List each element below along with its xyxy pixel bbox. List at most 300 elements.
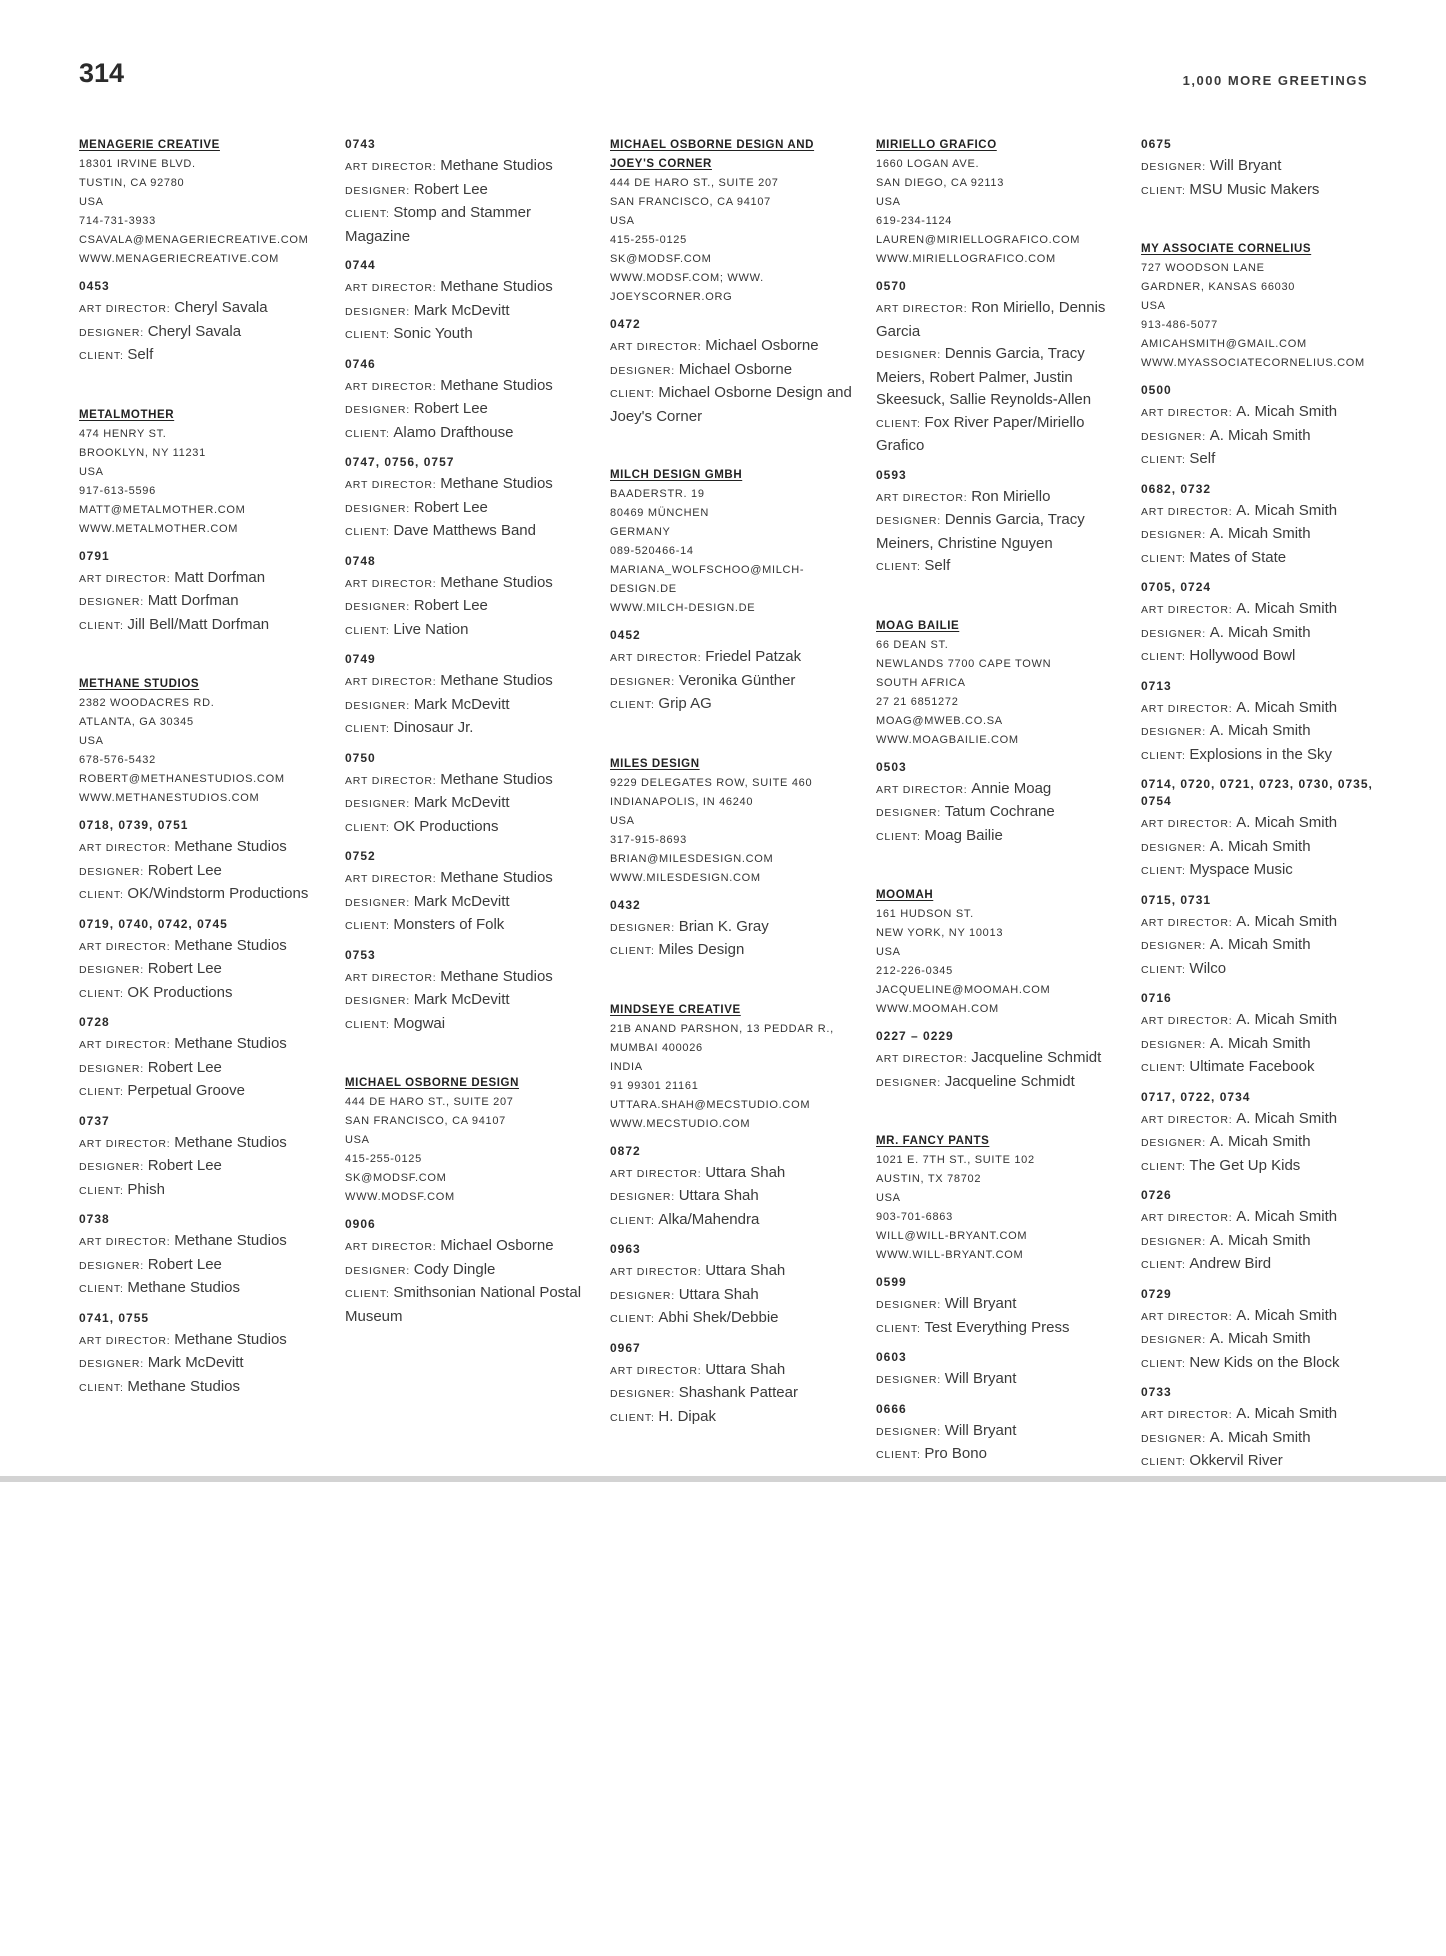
credit-line <box>1141 836 1391 860</box>
address-line: SAN FRANCISCO, CA 94107 <box>345 1115 506 1127</box>
credit-name: A. Micah Smith <box>1209 837 1311 855</box>
credit-name: A. Micah Smith <box>1209 936 1311 953</box>
address-line: USA <box>345 1134 370 1146</box>
project-entry <box>79 1014 329 1104</box>
project-entry <box>79 278 329 368</box>
project-code: 0432 <box>610 897 641 912</box>
credit-line <box>1141 179 1391 203</box>
address-line: NEW YORK, NY 10013 <box>876 927 1004 939</box>
credit-line <box>79 1057 329 1081</box>
credit-name: Mark McDevitt <box>413 892 510 910</box>
credit-line <box>345 595 595 619</box>
address-line: WWW.METALMOTHER.COM <box>79 522 239 535</box>
credit-role: CLIENT : <box>1141 1062 1189 1074</box>
project-code: 0744 <box>345 258 376 272</box>
credit-name: A. Micah Smith <box>1209 1428 1311 1446</box>
credit-line <box>876 1071 1126 1095</box>
address-line: USA <box>79 735 104 747</box>
address-line: GERMANY <box>610 526 671 538</box>
credit-role: DESIGNER : <box>1141 1039 1210 1051</box>
company-name: METALMOTHER <box>79 408 175 421</box>
credit-role: DESIGNER : <box>1141 529 1210 541</box>
address-line: WWW.MIRIELLOGRAFICO.COM <box>876 253 1056 265</box>
credit-role: DESIGNER : <box>345 185 414 197</box>
credit-line <box>1141 911 1391 935</box>
credit-line <box>1141 425 1391 449</box>
address-line: AMICAHSMITH@GMAIL.COM <box>1141 338 1307 350</box>
credit-name: Methane Studios <box>440 157 553 174</box>
credit-role: DESIGNER : <box>345 897 414 909</box>
credit-name: Jacqueline Schmidt <box>971 1049 1102 1066</box>
project-entry <box>345 454 595 544</box>
company-name: MOOMAH <box>876 889 934 901</box>
credit-name: Robert Lee <box>147 861 222 879</box>
project-code: 0675 <box>1141 137 1172 151</box>
credit-name: Andrew Bird <box>1189 1255 1272 1272</box>
credit-name: Self <box>1189 450 1216 467</box>
credit-name: Self <box>127 346 154 363</box>
credit-role: DESIGNER : <box>1141 1137 1210 1149</box>
credit-role: CLIENT : <box>610 699 658 711</box>
credit-name: Cheryl Savala <box>147 322 242 340</box>
credit-role: ART DIRECTOR : <box>610 1365 705 1377</box>
credit-line <box>79 1132 329 1156</box>
project-code: 0593 <box>876 467 907 482</box>
credit-name: Friedel Patzak <box>705 648 802 665</box>
credit-name: Uttara Shah <box>705 1262 786 1279</box>
credit-name: Methane Studios <box>127 1279 240 1296</box>
address-line: UTTARA.SHAH@MECSTUDIO.COM <box>610 1098 811 1111</box>
credit-name: Methane Studios <box>174 1133 287 1151</box>
credit-name: Ron Miriello <box>971 487 1051 505</box>
credit-role: CLIENT : <box>345 1019 393 1031</box>
address-line: SK@MODSF.COM <box>610 253 712 265</box>
project-code: 0666 <box>876 1401 907 1416</box>
credit-name: A. Micah Smith <box>1209 722 1311 739</box>
credit-line <box>1141 1328 1391 1352</box>
credit-name: Robert Lee <box>413 180 488 198</box>
credit-line <box>345 179 595 203</box>
company-name: METHANE STUDIOS <box>79 678 200 690</box>
company-name: MICHAEL OSBORNE DESIGN AND JOEY'S CORNER <box>610 139 815 170</box>
credit-role: DESIGNER : <box>1141 1433 1210 1445</box>
credit-role: CLIENT : <box>345 723 393 735</box>
company-name: MR. FANCY PANTS <box>876 1135 990 1147</box>
address-line: 678-576-5432 <box>79 754 156 766</box>
credit-name: A. Micah Smith <box>1209 426 1311 444</box>
address-line: 444 DE HARO ST., SUITE 207 <box>345 1096 514 1108</box>
credit-name: A. Micah Smith <box>1209 1034 1311 1052</box>
address-line: WWW.MILCH-DESIGN.DE <box>610 602 756 614</box>
project-code: 0715, 0731 <box>1141 892 1212 907</box>
credit-name: Robert Lee <box>413 498 488 516</box>
credit-role: CLIENT : <box>79 1185 127 1197</box>
credit-role: DESIGNER : <box>79 1358 148 1370</box>
project-entry <box>345 750 595 840</box>
credit-line <box>1141 500 1391 524</box>
credit-role: ART DIRECTOR : <box>610 1168 705 1180</box>
address-line: 27 21 6851272 <box>876 695 959 708</box>
address-line: USA <box>610 215 635 227</box>
credit-line <box>1141 155 1391 179</box>
credit-role: CLIENT : <box>1141 651 1189 663</box>
credit-role: DESIGNER : <box>610 1290 679 1302</box>
credit-role: ART DIRECTOR : <box>345 676 440 688</box>
project-code: 0717, 0722, 0734 <box>1141 1089 1251 1104</box>
project-code: 0705, 0724 <box>1141 580 1212 594</box>
company-name: MICHAEL OSBORNE DESIGN <box>345 1077 520 1089</box>
credit-line <box>79 344 329 368</box>
credit-role: ART DIRECTOR : <box>1141 703 1236 715</box>
credit-name: Dave Matthews Band <box>393 522 536 539</box>
project-code: 0748 <box>345 553 376 568</box>
credit-line <box>79 1179 329 1203</box>
credit-line <box>345 300 595 324</box>
credit-name: Mark McDevitt <box>413 991 510 1008</box>
address-line: JACQUELINE@MOOMAH.COM <box>876 984 1051 996</box>
credit-name: Uttara Shah <box>705 1163 786 1181</box>
project-entry <box>345 257 595 347</box>
credit-line <box>876 297 1126 343</box>
page-number: 314 <box>79 58 125 88</box>
project-code: 0963 <box>610 1242 641 1256</box>
credit-role: ART DIRECTOR : <box>79 1335 174 1347</box>
credit-name: Ultimate Facebook <box>1189 1058 1315 1075</box>
credit-line <box>79 836 329 860</box>
project-code: 0752 <box>345 849 376 863</box>
company-entry <box>345 1074 595 1207</box>
credit-line <box>876 1420 1126 1444</box>
project-entry <box>876 1028 1126 1094</box>
credit-line <box>610 1307 860 1331</box>
credit-line <box>79 1230 329 1254</box>
credit-name: A. Micah Smith <box>1209 1330 1311 1347</box>
company-name: MIRIELLO GRAFICO <box>876 139 997 151</box>
credit-role: CLIENT : <box>345 625 393 637</box>
credit-line <box>1141 523 1391 547</box>
credit-line <box>345 1235 595 1259</box>
credit-role: DESIGNER : <box>610 922 679 934</box>
credit-line <box>610 646 860 670</box>
credit-name: Mark McDevitt <box>147 1354 244 1371</box>
running-head: 1,000 MORE GREETINGS <box>1182 73 1368 88</box>
address-line: TUSTIN, CA 92780 <box>79 177 185 189</box>
credit-role: CLIENT : <box>610 1313 658 1325</box>
credit-role: ART DIRECTOR : <box>876 1053 971 1065</box>
credit-role: DESIGNER : <box>610 365 679 377</box>
credit-line <box>1141 697 1391 721</box>
address-line: MUMBAI 400026 <box>610 1041 703 1054</box>
credit-line <box>345 914 595 938</box>
credit-name: A. Micah Smith <box>1236 501 1338 519</box>
address-line: 1660 LOGAN AVE. <box>876 158 980 170</box>
credit-name: Methane Studios <box>174 936 287 954</box>
credit-role: ART DIRECTOR : <box>1141 604 1236 616</box>
address-line: WWW.MODSF.COM <box>345 1191 455 1203</box>
credit-role: DESIGNER : <box>79 964 148 976</box>
credit-line <box>876 486 1126 510</box>
company-entry <box>876 617 1126 750</box>
company-name: MILES DESIGN <box>610 757 700 770</box>
credit-line <box>1141 1155 1391 1179</box>
credit-role: DESIGNER : <box>1141 940 1210 952</box>
credit-line <box>1141 622 1391 646</box>
credit-role: CLIENT : <box>876 1323 924 1335</box>
project-entry <box>876 467 1126 579</box>
credit-role: ART DIRECTOR : <box>1141 407 1236 419</box>
credit-role: DESIGNER : <box>876 515 945 527</box>
credit-role: ART DIRECTOR : <box>345 479 440 491</box>
project-entry <box>610 897 860 963</box>
credit-line <box>876 509 1126 555</box>
credit-line <box>345 989 595 1013</box>
credit-line <box>79 1155 329 1179</box>
credit-name: Mates of State <box>1189 548 1287 566</box>
credit-name: Brian K. Gray <box>678 917 769 935</box>
credit-line <box>1141 401 1391 425</box>
column-3 <box>610 136 860 1429</box>
credit-name: Uttara Shah <box>705 1360 786 1378</box>
credit-name: A. Micah Smith <box>1236 1109 1338 1127</box>
credit-line <box>610 1209 860 1233</box>
credit-role: DESIGNER : <box>345 601 414 613</box>
credit-line <box>1141 1033 1391 1057</box>
credit-name: Grip AG <box>658 695 712 712</box>
credit-role: CLIENT : <box>1141 964 1189 976</box>
credit-role: CLIENT : <box>1141 1358 1189 1370</box>
credit-line <box>345 619 595 643</box>
credit-line <box>345 276 595 300</box>
credit-name: H. Dipak <box>658 1407 716 1425</box>
credit-role: DESIGNER : <box>79 327 148 339</box>
project-entry <box>876 1349 1126 1392</box>
project-code: 0714, 0720, 0721, 0723, 0730, 0735, 0754 <box>1141 777 1373 808</box>
project-entry <box>610 316 860 428</box>
credit-role: ART DIRECTOR : <box>610 341 705 353</box>
address-line: LAUREN@MIRIELLOGRAFICO.COM <box>876 234 1081 246</box>
address-line: AUSTIN, TX 78702 <box>876 1173 982 1185</box>
credit-role: CLIENT : <box>1141 1456 1189 1468</box>
credit-role: ART DIRECTOR : <box>79 941 174 953</box>
credit-role: CLIENT : <box>345 526 393 538</box>
credit-role: ART DIRECTOR : <box>876 492 971 504</box>
credit-role: DESIGNER : <box>1141 842 1210 854</box>
credit-line <box>1141 1253 1391 1277</box>
credit-name: Mark McDevitt <box>413 794 510 811</box>
credit-line <box>345 966 595 990</box>
credit-role: ART DIRECTOR : <box>1141 818 1236 830</box>
credit-name: Will Bryant <box>944 1421 1017 1439</box>
address-line: USA <box>610 814 635 827</box>
address-line: GARDNER, KANSAS 66030 <box>1141 281 1296 293</box>
project-code: 0753 <box>345 947 376 962</box>
credit-name: OK Productions <box>393 817 499 835</box>
project-entry <box>1141 1286 1391 1376</box>
credit-name: Mark McDevitt <box>413 301 510 319</box>
address-line: NEWLANDS 7700 CAPE TOWN <box>876 657 1052 670</box>
credit-role: CLIENT : <box>1141 454 1189 466</box>
credit-line <box>610 1382 860 1406</box>
credit-name: Self <box>924 557 951 574</box>
credit-line <box>876 778 1126 802</box>
credit-line <box>79 321 329 345</box>
credit-line <box>1141 1450 1391 1474</box>
project-code: 0749 <box>345 652 376 666</box>
credit-role: ART DIRECTOR : <box>1141 1311 1236 1323</box>
credit-line <box>345 717 595 741</box>
credit-line <box>1141 1056 1391 1080</box>
company-entry <box>1141 240 1391 373</box>
address-line: 089-520466-14 <box>610 545 694 557</box>
credit-name: Will Bryant <box>944 1370 1017 1387</box>
credit-line <box>876 343 1126 412</box>
credit-role: DESIGNER : <box>79 1260 148 1272</box>
address-line: ATLANTA, GA 30345 <box>79 716 194 728</box>
address-line: WWW.MECSTUDIO.COM <box>610 1117 751 1130</box>
project-entry <box>1141 678 1391 768</box>
credit-line <box>79 1376 329 1400</box>
credit-role: CLIENT : <box>79 350 127 362</box>
credit-line <box>876 801 1126 825</box>
credit-role: ART DIRECTOR : <box>79 303 174 315</box>
credit-role: ART DIRECTOR : <box>345 873 440 885</box>
credit-role: DESIGNER : <box>610 1388 679 1400</box>
address-line: MATT@METALMOTHER.COM <box>79 503 246 516</box>
credit-name: A. Micah Smith <box>1236 1208 1338 1225</box>
address-line: WWW.METHANESTUDIOS.COM <box>79 792 260 804</box>
credit-line <box>610 939 860 963</box>
project-code: 0741, 0755 <box>79 1310 150 1325</box>
project-entry <box>345 848 595 938</box>
credit-role: DESIGNER : <box>876 349 945 361</box>
project-entry <box>345 651 595 741</box>
credit-line <box>79 590 329 614</box>
project-code: 0743 <box>345 137 376 151</box>
project-code: 0718, 0739, 0751 <box>79 818 189 832</box>
project-entry <box>345 947 595 1037</box>
credit-name: Robert Lee <box>147 1157 222 1174</box>
project-code: 0747, 0756, 0757 <box>345 455 455 469</box>
credit-line <box>1141 720 1391 744</box>
credit-name: Robert Lee <box>147 1255 222 1273</box>
address-line: USA <box>79 465 104 478</box>
credit-role: ART DIRECTOR : <box>79 1039 174 1051</box>
project-code: 0716 <box>1141 991 1172 1005</box>
credit-line <box>610 1359 860 1383</box>
project-entry <box>79 1211 329 1301</box>
address-line: 80469 MÜNCHEN <box>610 507 709 519</box>
credit-role: CLIENT : <box>876 1449 924 1461</box>
project-entry <box>345 1216 595 1328</box>
credit-line <box>79 614 329 638</box>
address-line: INDIANAPOLIS, IN 46240 <box>610 795 754 808</box>
credit-role: ART DIRECTOR : <box>1141 1114 1236 1126</box>
credit-name: A. Micah Smith <box>1236 1405 1338 1422</box>
credit-line <box>876 1317 1126 1341</box>
credit-line <box>345 694 595 718</box>
company-entry <box>610 1001 860 1134</box>
credit-role: CLIENT : <box>345 329 393 341</box>
credit-name: Moag Bailie <box>924 826 1003 844</box>
credit-line <box>610 335 860 359</box>
project-code: 0453 <box>79 279 110 293</box>
project-entry <box>610 627 860 717</box>
credit-role: DESIGNER : <box>610 676 679 688</box>
address-line: 903-701-6863 <box>876 1211 953 1223</box>
project-code: 0737 <box>79 1113 110 1128</box>
address-line: CSAVALA@MENAGERIECREATIVE.COM <box>79 234 309 246</box>
credit-line <box>610 670 860 694</box>
credit-role: ART DIRECTOR : <box>876 784 971 796</box>
credit-line <box>345 572 595 596</box>
credit-line <box>345 155 595 179</box>
credit-role: CLIENT : <box>79 988 127 1000</box>
address-line: DESIGN.DE <box>610 583 677 595</box>
project-entry <box>345 553 595 643</box>
project-entry <box>1141 776 1391 883</box>
address-line: BROOKLYN, NY 11231 <box>79 446 206 459</box>
project-code: 0791 <box>79 548 110 563</box>
credit-name: Cheryl Savala <box>174 299 268 316</box>
project-entry <box>610 1340 860 1430</box>
project-entry <box>1141 382 1391 472</box>
credit-line <box>1141 598 1391 622</box>
credit-name: Alka/Mahendra <box>658 1210 760 1228</box>
address-line: 474 HENRY ST. <box>79 427 167 440</box>
credit-name: A. Micah Smith <box>1209 623 1311 641</box>
credit-role: DESIGNER : <box>876 1426 945 1438</box>
address-line: 212-226-0345 <box>876 965 953 977</box>
credit-name: Michael Osborne <box>678 360 793 378</box>
credit-line <box>1141 958 1391 982</box>
credit-line <box>876 825 1126 849</box>
credit-role: ART DIRECTOR : <box>79 1236 174 1248</box>
credit-line <box>345 473 595 497</box>
project-entry <box>1141 1384 1391 1474</box>
project-code: 0872 <box>610 1143 641 1158</box>
address-line: 21B ANAND PARSHON, 13 PEDDAR R., <box>610 1022 834 1035</box>
project-code: 0719, 0740, 0742, 0745 <box>79 916 228 931</box>
credit-name: Methane Studios <box>440 376 553 394</box>
credit-name: Miles Design <box>658 941 745 958</box>
credit-name: Uttara Shah <box>678 1285 759 1303</box>
credit-line <box>345 891 595 915</box>
credit-role: DESIGNER : <box>79 596 148 608</box>
credit-role: CLIENT : <box>610 1215 658 1227</box>
credit-name: Okkervil River <box>1189 1452 1283 1469</box>
address-line: 714-731-3933 <box>79 215 156 227</box>
project-code: 0472 <box>610 317 641 331</box>
credit-name: Jacqueline Schmidt <box>944 1072 1075 1090</box>
credit-role: ART DIRECTOR : <box>345 972 440 984</box>
credit-role: CLIENT : <box>345 822 393 834</box>
project-entry <box>1141 579 1391 669</box>
credit-line <box>1141 547 1391 571</box>
address-line: USA <box>876 946 901 958</box>
credit-role: CLIENT : <box>876 561 924 573</box>
address-line: BAADERSTR. 19 <box>610 488 705 500</box>
credit-name: Uttara Shah <box>678 1187 759 1204</box>
address-line: 415-255-0125 <box>345 1153 422 1165</box>
address-line: 415-255-0125 <box>610 234 687 246</box>
company-entry <box>79 136 329 269</box>
credit-role: ART DIRECTOR : <box>610 1266 705 1278</box>
credit-line <box>1141 1206 1391 1230</box>
credit-name: Perpetual Groove <box>127 1082 245 1099</box>
address-line: 727 WOODSON LANE <box>1141 262 1265 274</box>
credit-role: DESIGNER : <box>79 1161 148 1173</box>
credit-name: A. Micah Smith <box>1209 525 1311 542</box>
